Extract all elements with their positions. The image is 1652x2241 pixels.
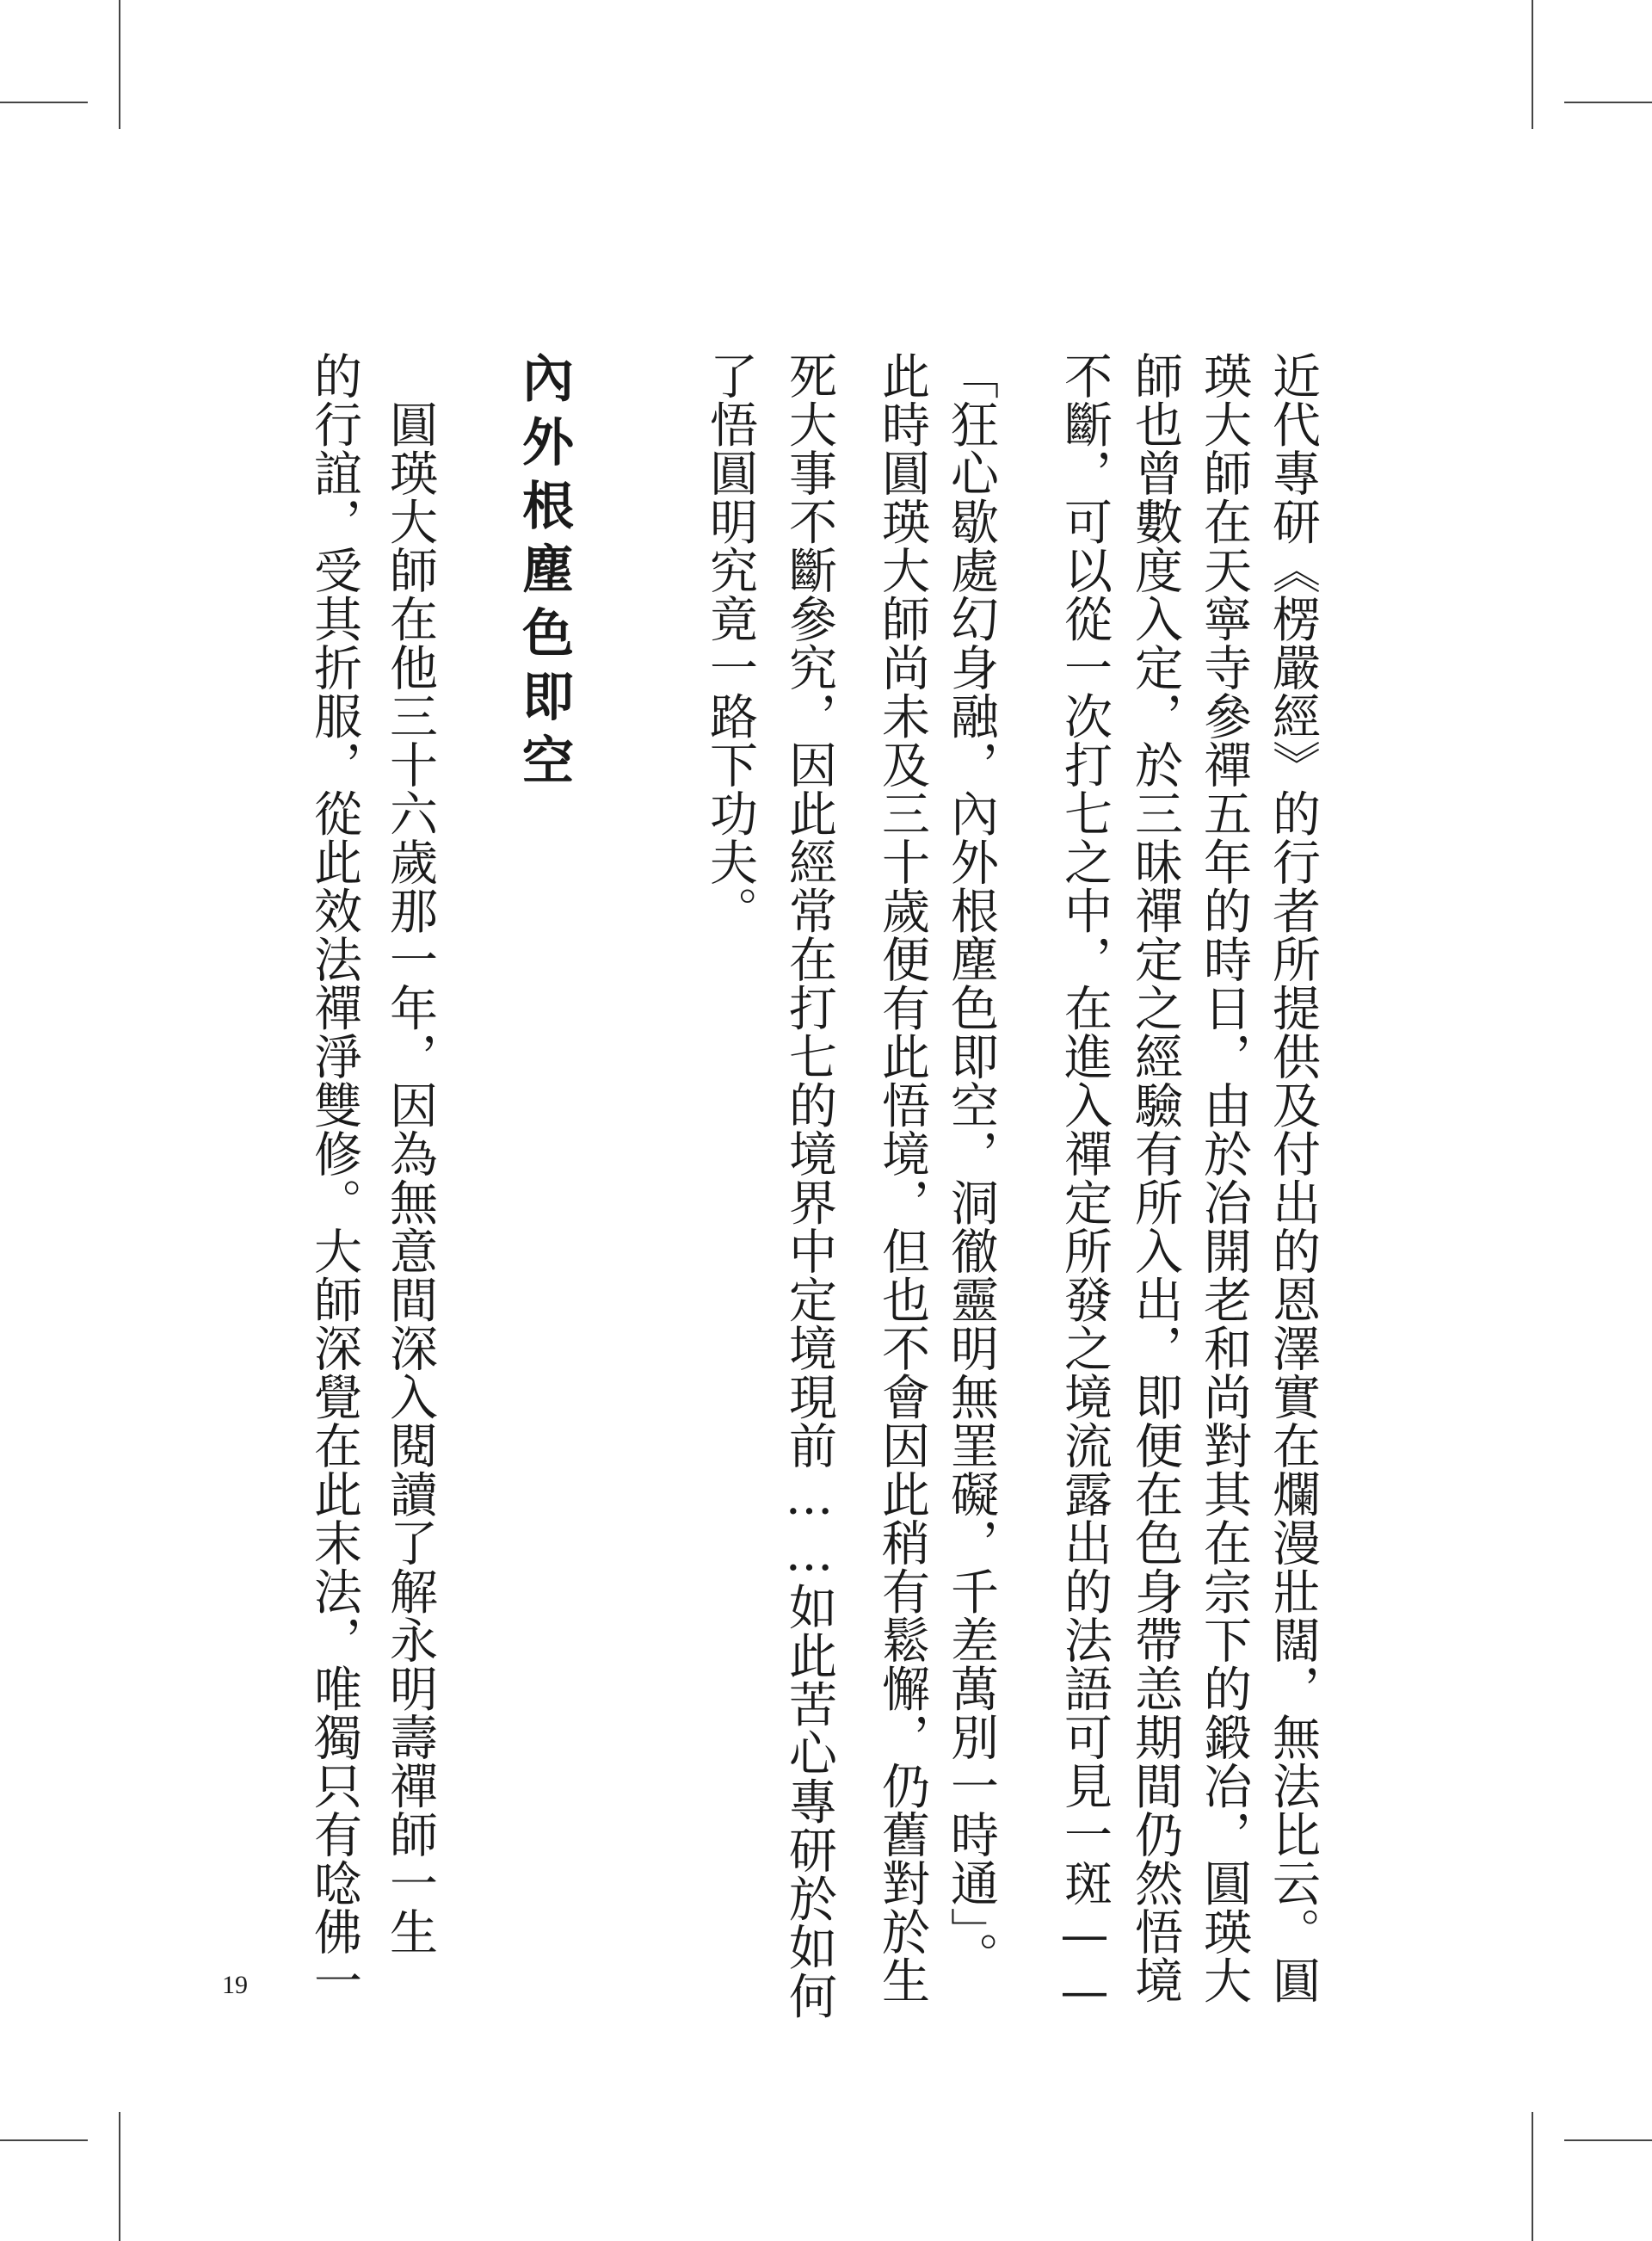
crop-mark-top-right-vertical <box>1532 0 1533 129</box>
crop-mark-top-left-vertical <box>119 0 120 129</box>
text-column: 死大事不斷參究，因此經常在打七的境界中定境現前……如此苦心專研於如何 <box>781 351 837 2020</box>
crop-mark-bottom-right-vertical <box>1532 2112 1533 2241</box>
text-column: 近代專研《楞嚴經》的行者所提供及付出的恩澤實在爛漫壯闊，無法比云。圓 <box>1265 351 1321 2004</box>
crop-mark-bottom-left-horizontal <box>0 2139 88 2141</box>
text-column: 師也曾數度入定，於三昧禪定之經驗有所入出，即便在色身帶恙期間仍然悟境 <box>1127 351 1183 2004</box>
text-column: 的行誼，受其折服，從此效法禪淨雙修。大師深覺在此末法，唯獨只有唸佛一 <box>306 351 362 2004</box>
crop-mark-bottom-left-vertical <box>119 2112 120 2241</box>
crop-mark-top-right-horizontal <box>1564 102 1652 103</box>
text-column: 圓瑛大師在他三十六歲那一年，因為無意間深入閱讀了解永明壽禪師一生 <box>382 351 438 1956</box>
text-column: 了悟圓明究竟一路下功夫。 <box>702 351 758 935</box>
crop-mark-top-left-horizontal <box>0 102 88 103</box>
text-column: 此時圓瑛大師尚未及三十歲便有此悟境，但也不會因此稍有鬆懈，仍舊對於生 <box>874 351 930 2004</box>
text-column: 「狂心歇處幻身融，內外根塵色即空，洞徹靈明無罣礙，千差萬別一時通」。 <box>943 351 999 1980</box>
section-heading: 內外根塵色即空 <box>514 351 574 797</box>
crop-mark-bottom-right-horizontal <box>1564 2139 1652 2141</box>
text-column: 瑛大師在天寧寺參禪五年的時日，由於冶開老和尚對其在宗下的鍛冶，圓瑛大 <box>1196 351 1252 2004</box>
text-column: 不斷，可以從一次打七之中，在進入禪定所發之境流露出的法語可見一斑—— <box>1057 351 1113 2020</box>
page-number: 19 <box>222 1971 248 1999</box>
